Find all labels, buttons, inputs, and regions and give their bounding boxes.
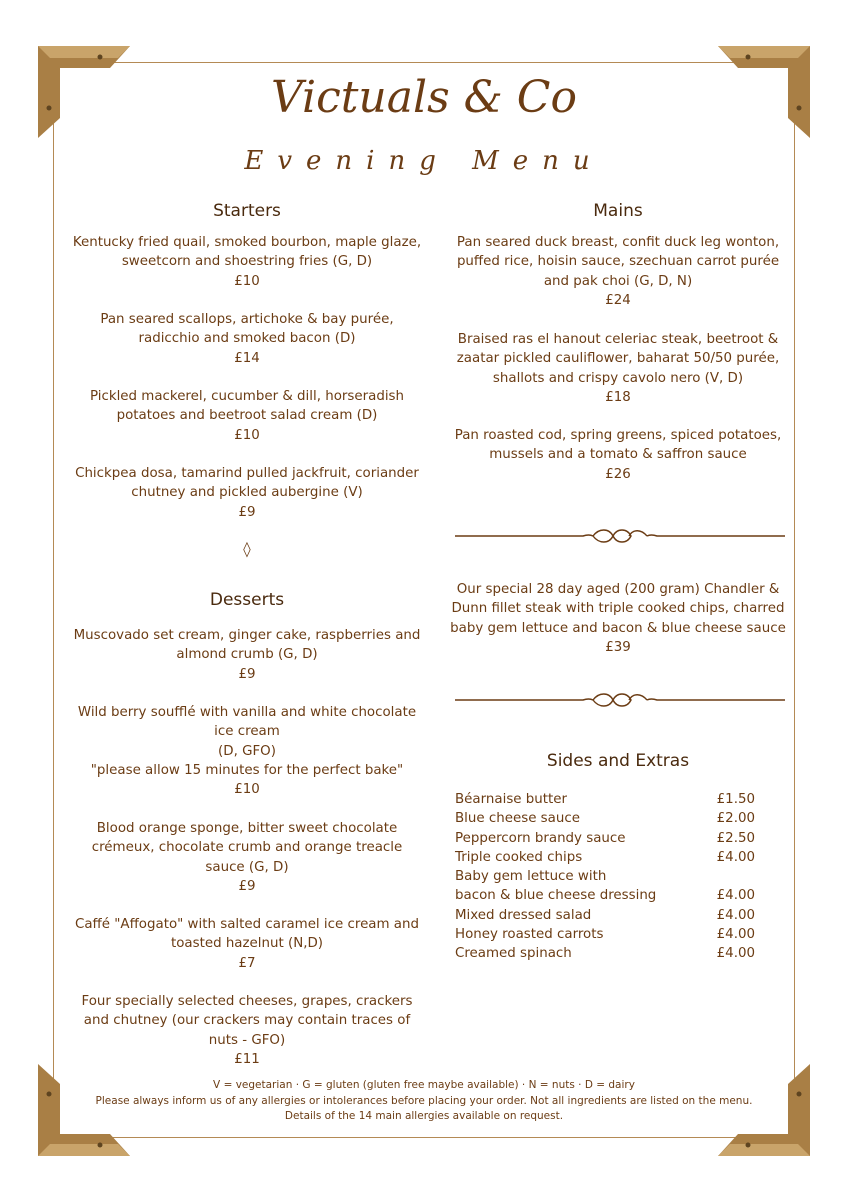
side-price: £4.00 [716, 907, 755, 923]
item-price: £9 [238, 878, 256, 894]
desserts-title: Desserts [209, 590, 285, 610]
main-item [450, 233, 786, 310]
dessert-item [72, 703, 422, 799]
item-price: £26 [605, 466, 631, 482]
side-item [455, 848, 755, 867]
menu-subtitle: Evening Menu [244, 146, 604, 176]
side-name: Blue cheese sauce [455, 811, 580, 827]
item-price: £9 [238, 666, 256, 682]
starter-item [72, 387, 422, 445]
item-description: Chickpea dosa, tamarind pulled jackfruit, coriander chutney and pickled aubergine (V) [75, 466, 419, 501]
item-description: Our special 28 day aged (200 gram) Chandler & Dunn fillet steak with triple cooked chips, charred baby gem lettuce and bacon & blue cheese sauce [450, 582, 786, 636]
item-description: Pan seared scallops, artichoke & bay purée, radicchio and smoked bacon (D) [100, 312, 394, 347]
side-item [455, 790, 755, 809]
item-description: Pan seared duck breast, confit duck leg wonton, puffed rice, hoisin sauce, szechuan carrot purée and pak choi (G, D, N) [456, 235, 780, 289]
item-description: Four specially selected cheeses, grapes, crackers and chutney (our crackers may contain traces of nuts - GFO) [81, 994, 413, 1048]
side-item [455, 944, 755, 963]
item-price: £10 [234, 427, 260, 443]
side-price: £4.00 [716, 946, 755, 962]
item-price: £39 [605, 639, 631, 655]
side-name: Béarnaise butter [455, 792, 568, 807]
sides-title: Sides and Extras [546, 751, 690, 771]
flourish-divider [453, 690, 787, 710]
side-name: bacon & blue cheese dressing [455, 888, 657, 904]
restaurant-title: Victuals & Co [271, 72, 577, 123]
item-note: "please allow 15 minutes for the perfect bake" [90, 762, 404, 778]
item-description: Braised ras el hanout celeriac steak, beetroot & zaatar pickled cauliflower, baharat 50/50 purée, shallots and crispy cavolo nero (V, D) [456, 332, 780, 386]
dessert-item [72, 915, 422, 973]
side-item [455, 886, 755, 905]
allergen-footer [60, 1078, 788, 1125]
allergen-key: V = vegetarian · G = gluten (gluten free maybe available) · N = nuts · D = dairy [213, 1079, 635, 1091]
side-name: Peppercorn brandy sauce [455, 830, 626, 846]
side-item [455, 867, 755, 886]
item-price: £10 [234, 273, 260, 289]
side-price: £2.50 [716, 830, 755, 846]
item-description: Pan roasted cod, spring greens, spiced potatoes, mussels and a tomato & saffron sauce [454, 428, 782, 463]
special-item [450, 580, 786, 657]
main-item [450, 426, 786, 484]
item-price: £9 [238, 504, 256, 520]
side-price: £2.00 [716, 811, 755, 827]
side-name: Triple cooked chips [455, 849, 583, 865]
starters-title: Starters [213, 201, 281, 221]
item-description: Muscovado set cream, ginger cake, raspberries and almond crumb (G, D) [73, 628, 421, 663]
side-name: Creamed spinach [455, 946, 572, 962]
side-price: £4.00 [716, 849, 755, 865]
dessert-item [72, 626, 422, 684]
starter-item [72, 233, 422, 291]
main-item [450, 330, 786, 407]
item-price: £14 [234, 350, 260, 366]
side-price: £1.50 [716, 792, 755, 807]
item-price: £18 [605, 389, 631, 405]
diamond-divider: ◊ [243, 540, 251, 558]
side-item [455, 906, 755, 925]
side-price: £4.00 [716, 927, 755, 943]
side-name: Baby gem lettuce with [455, 869, 607, 885]
side-price [705, 867, 755, 886]
item-price: £24 [605, 292, 631, 308]
flourish-divider [453, 526, 787, 546]
item-price: £7 [238, 955, 256, 971]
item-description: Blood orange sponge, bitter sweet chocolate crémeux, chocolate crumb and orange treacle sauce (G, D) [91, 821, 403, 875]
sides-section [450, 750, 786, 772]
allergy-details: Details of the 14 main allergies available on request. [284, 1110, 564, 1122]
item-note: (D, GFO) [218, 743, 276, 759]
side-name: Mixed dressed salad [455, 907, 592, 923]
allergy-notice: Please always inform us of any allergies or intolerances before placing your order. Not all ingredients are listed on the menu. [95, 1094, 753, 1107]
side-item [455, 829, 755, 848]
mains-title: Mains [593, 201, 643, 221]
item-description: Wild berry soufflé with vanilla and white chocolate ice cream [77, 705, 417, 740]
item-description: Caffé "Affogato" with salted caramel ice cream and toasted hazelnut (N,D) [74, 917, 420, 952]
starter-item [72, 310, 422, 368]
item-price: £10 [234, 782, 260, 798]
desserts-section [72, 589, 422, 611]
item-price: £11 [234, 1051, 260, 1067]
dessert-item [72, 992, 422, 1069]
item-description: Kentucky fried quail, smoked bourbon, maple glaze, sweetcorn and shoestring fries (G, D) [72, 235, 422, 270]
dessert-item [72, 819, 422, 896]
starters-section [72, 200, 422, 222]
mains-section [450, 200, 786, 222]
sides-list [455, 790, 755, 964]
starter-item [72, 464, 422, 522]
side-item [455, 925, 755, 944]
side-price: £4.00 [716, 888, 755, 904]
side-item [455, 809, 755, 828]
item-description: Pickled mackerel, cucumber & dill, horseradish potatoes and beetroot salad cream (D) [89, 389, 405, 424]
side-name: Honey roasted carrots [455, 927, 604, 943]
